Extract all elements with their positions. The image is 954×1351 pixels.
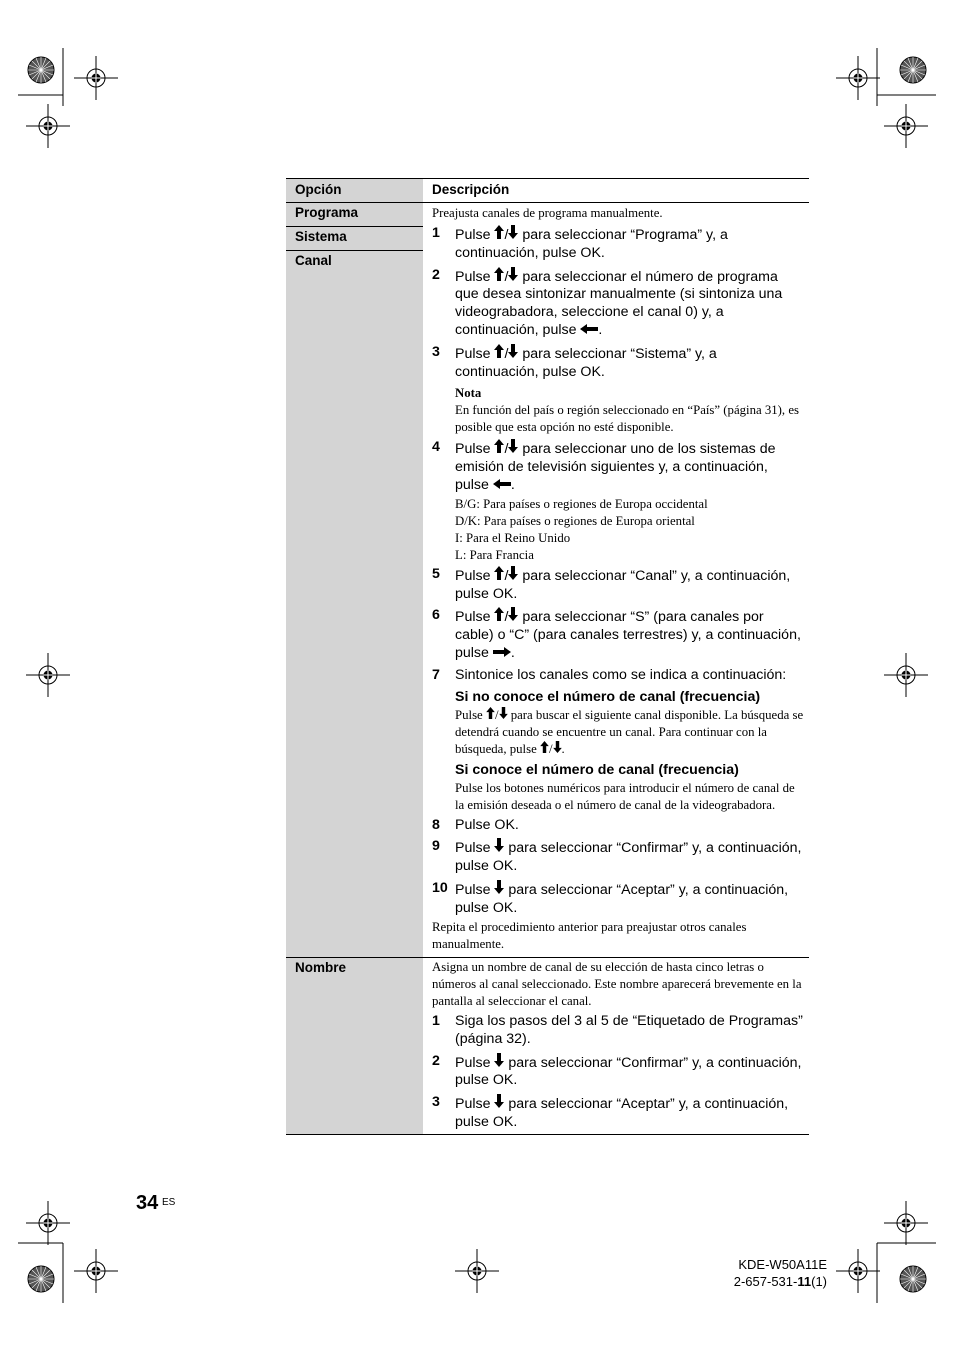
header-option: Opción bbox=[286, 178, 423, 203]
up-arrow-icon bbox=[494, 607, 504, 621]
step-number: 1 bbox=[432, 225, 440, 241]
step-text: . bbox=[598, 321, 603, 338]
system-i: I: Para el Reino Unido bbox=[455, 530, 571, 545]
left-arrow-icon bbox=[580, 324, 598, 334]
up-arrow-icon bbox=[494, 225, 504, 239]
up-arrow-icon bbox=[494, 267, 504, 281]
header-description: Descripción bbox=[423, 178, 809, 203]
left-arrow-icon bbox=[493, 479, 511, 489]
step-number: 1 bbox=[432, 1013, 440, 1029]
label-programa: Programa bbox=[286, 203, 423, 227]
step-text: para seleccionar “Aceptar” y, a continuación, pulse OK. bbox=[455, 1096, 789, 1130]
system-l: L: Para Francia bbox=[455, 547, 534, 562]
sub-text: para buscar el siguiente canal disponible. La búsqueda se detendrá cuando se encuentre un canal. Para continuar con la búsqueda, pulse bbox=[455, 707, 804, 756]
canal-description bbox=[432, 205, 804, 953]
step-number: 10 bbox=[432, 879, 448, 896]
canal-step-9 bbox=[432, 838, 804, 876]
down-arrow-icon bbox=[508, 439, 518, 453]
system-bg: B/G: Para países o regiones de Europa occidental bbox=[455, 496, 708, 511]
system-dk: D/K: Para países o regiones de Europa oriental bbox=[455, 513, 695, 528]
page-language: ES bbox=[162, 1197, 176, 1208]
known-channel-title: Si conoce el número de canal (frecuencia) bbox=[455, 761, 739, 778]
up-arrow-icon bbox=[494, 344, 504, 358]
step-text: para seleccionar “Programa” y, a continuación, pulse OK. bbox=[455, 227, 728, 261]
step-number: 8 bbox=[432, 816, 440, 833]
sub-text: Pulse bbox=[455, 707, 486, 722]
down-arrow-icon bbox=[494, 1094, 504, 1108]
up-arrow-icon bbox=[494, 439, 504, 453]
label-nombre: Nombre bbox=[295, 960, 347, 975]
step-text: Pulse bbox=[455, 840, 495, 857]
table-bottom-border bbox=[286, 1134, 809, 1135]
up-arrow-icon bbox=[486, 707, 495, 719]
nombre-step-3 bbox=[432, 1094, 804, 1132]
step-number: 2 bbox=[432, 266, 440, 283]
step-text: Siga los pasos del 3 al 5 de “Etiquetado de Programas” (página 32). bbox=[455, 1013, 803, 1047]
canal-step-2: 2 Pulse / para seleccionar el número de programa que desea sintonizar manualmente (si sintoniza una videograbadora, seleccione el canal 0) y, a continuación, pulse . bbox=[432, 266, 783, 338]
down-arrow-icon bbox=[508, 607, 518, 621]
step-number: 5 bbox=[432, 565, 440, 582]
step-text: para seleccionar “Confirmar” y, a continuación, pulse OK. bbox=[455, 1054, 802, 1089]
model-name: KDE-W50A11E bbox=[738, 1257, 827, 1272]
step-text: Pulse bbox=[455, 441, 495, 458]
nombre-description bbox=[432, 959, 804, 1132]
canal-outro: Repita el procedimiento anterior para preajustar otros canales manualmente. bbox=[432, 919, 747, 951]
nombre-step-2 bbox=[432, 1053, 804, 1091]
canal-step-6: 6 Pulse / para seleccionar “S” (para canales por cable) o “C” (para canales terrestres) y, a continuación, pulse . bbox=[432, 607, 801, 661]
step-text: Pulse bbox=[455, 1096, 495, 1113]
part-code bbox=[700, 1273, 827, 1290]
unknown-channel-title: Si no conoce el número de canal (frecuencia) bbox=[455, 688, 761, 705]
up-arrow-icon bbox=[494, 566, 504, 580]
step-text: para seleccionar “Canal” y, a continuación, pulse OK. bbox=[455, 567, 791, 602]
up-arrow-icon bbox=[540, 741, 549, 753]
unknown-channel-text: Pulse / para buscar el siguiente canal disponible. La búsqueda se detendrá cuando se encuentre un canal. Para continuar con la búsqueda, pulse / . bbox=[455, 707, 804, 756]
step-text: Pulse OK. bbox=[455, 816, 519, 833]
canal-step-10 bbox=[432, 880, 804, 918]
canal-step-4: 4 Pulse / para seleccionar uno de los sistemas de emisión de televisión siguientes y, a continuación, pulse . bbox=[432, 439, 776, 493]
step-text: para seleccionar “Sistema” y, a continuación, pulse OK. bbox=[455, 345, 717, 380]
step-number: 9 bbox=[432, 838, 440, 855]
nombre-step-1 bbox=[432, 1013, 804, 1049]
step-text: Sintonice los canales como se indica a continuación: bbox=[455, 666, 787, 683]
right-arrow-icon bbox=[493, 647, 511, 657]
canal-step-1: 1 Pulse / para seleccionar “Programa” y, a continuación, pulse OK. bbox=[432, 225, 728, 261]
part-code-bold: 11 bbox=[797, 1274, 812, 1289]
step-text: Pulse bbox=[455, 881, 495, 898]
page-number: 34 bbox=[136, 1192, 159, 1214]
label-sistema: Sistema bbox=[286, 227, 423, 251]
step-text: Pulse bbox=[455, 227, 495, 243]
step-text: para seleccionar “Confirmar” y, a continuación, pulse OK. bbox=[455, 840, 802, 875]
step-number: 7 bbox=[432, 666, 440, 683]
known-channel-text: Pulse los botones numéricos para introducir el número de canal de la emisión deseada o el número de canal de la videograbadora. bbox=[455, 780, 795, 812]
step-text: . bbox=[510, 476, 515, 493]
part-code-suffix: (1) bbox=[811, 1274, 827, 1289]
step-text: Pulse bbox=[455, 345, 495, 362]
part-code-prefix: 2-657-531- bbox=[733, 1274, 798, 1289]
left-column-bg bbox=[286, 203, 423, 1134]
step-text: Pulse bbox=[455, 609, 495, 626]
step-text: . bbox=[510, 644, 515, 661]
step-text: para seleccionar el número de programa que desea sintonizar manualmente (si sintoniza una videograbadora, seleccione el canal 0) y, a continuación, pulse bbox=[455, 268, 783, 338]
down-arrow-icon bbox=[508, 267, 518, 281]
canal-step-7 bbox=[432, 667, 804, 685]
nota-text: En función del país o región seleccionado en “País” (página 31), es posible que esta opción no esté disponible. bbox=[455, 403, 799, 435]
step-text: para seleccionar “S” (para canales por cable) o “C” (para canales terrestres) y, a continuación, pulse bbox=[455, 609, 801, 661]
step-text: Pulse bbox=[455, 268, 495, 285]
sub-text: . bbox=[561, 741, 565, 756]
nombre-intro: Asigna un nombre de canal de su elección de hasta cinco letras o números al canal seleccionado. Este nombre aparecerá brevemente en la pantalla al seleccionar el canal. bbox=[432, 960, 802, 1008]
canal-intro: Preajusta canales de programa manualmente. bbox=[432, 206, 663, 220]
step-number: 3 bbox=[432, 343, 440, 360]
down-arrow-icon bbox=[494, 838, 504, 852]
canal-step-8 bbox=[432, 817, 804, 835]
canal-step-5: 5 Pulse / para seleccionar “Canal” y, a continuación, pulse OK. bbox=[432, 565, 791, 602]
nota-title: Nota bbox=[455, 386, 482, 401]
down-arrow-icon bbox=[508, 225, 518, 239]
down-arrow-icon bbox=[553, 741, 562, 753]
down-arrow-icon bbox=[499, 707, 508, 719]
down-arrow-icon bbox=[508, 566, 518, 580]
step-text: Pulse bbox=[455, 567, 495, 584]
model-info bbox=[700, 1256, 827, 1290]
step-text: para seleccionar “Aceptar” y, a continuación, pulse OK. bbox=[455, 881, 789, 916]
step-text: para seleccionar uno de los sistemas de emisión de televisión siguientes y, a continuación, pulse bbox=[455, 441, 776, 493]
step-number: 2 bbox=[432, 1052, 440, 1069]
step-number: 6 bbox=[432, 607, 440, 624]
label-canal: Canal bbox=[295, 253, 332, 268]
down-arrow-icon bbox=[508, 344, 518, 358]
step-text: Pulse bbox=[455, 1054, 495, 1071]
down-arrow-icon bbox=[494, 1053, 504, 1067]
step-number: 3 bbox=[432, 1094, 440, 1111]
step-number: 4 bbox=[432, 439, 440, 456]
canal-step-3: 3 Pulse / para seleccionar “Sistema” y, a continuación, pulse OK. bbox=[432, 343, 717, 380]
down-arrow-icon bbox=[494, 880, 504, 894]
